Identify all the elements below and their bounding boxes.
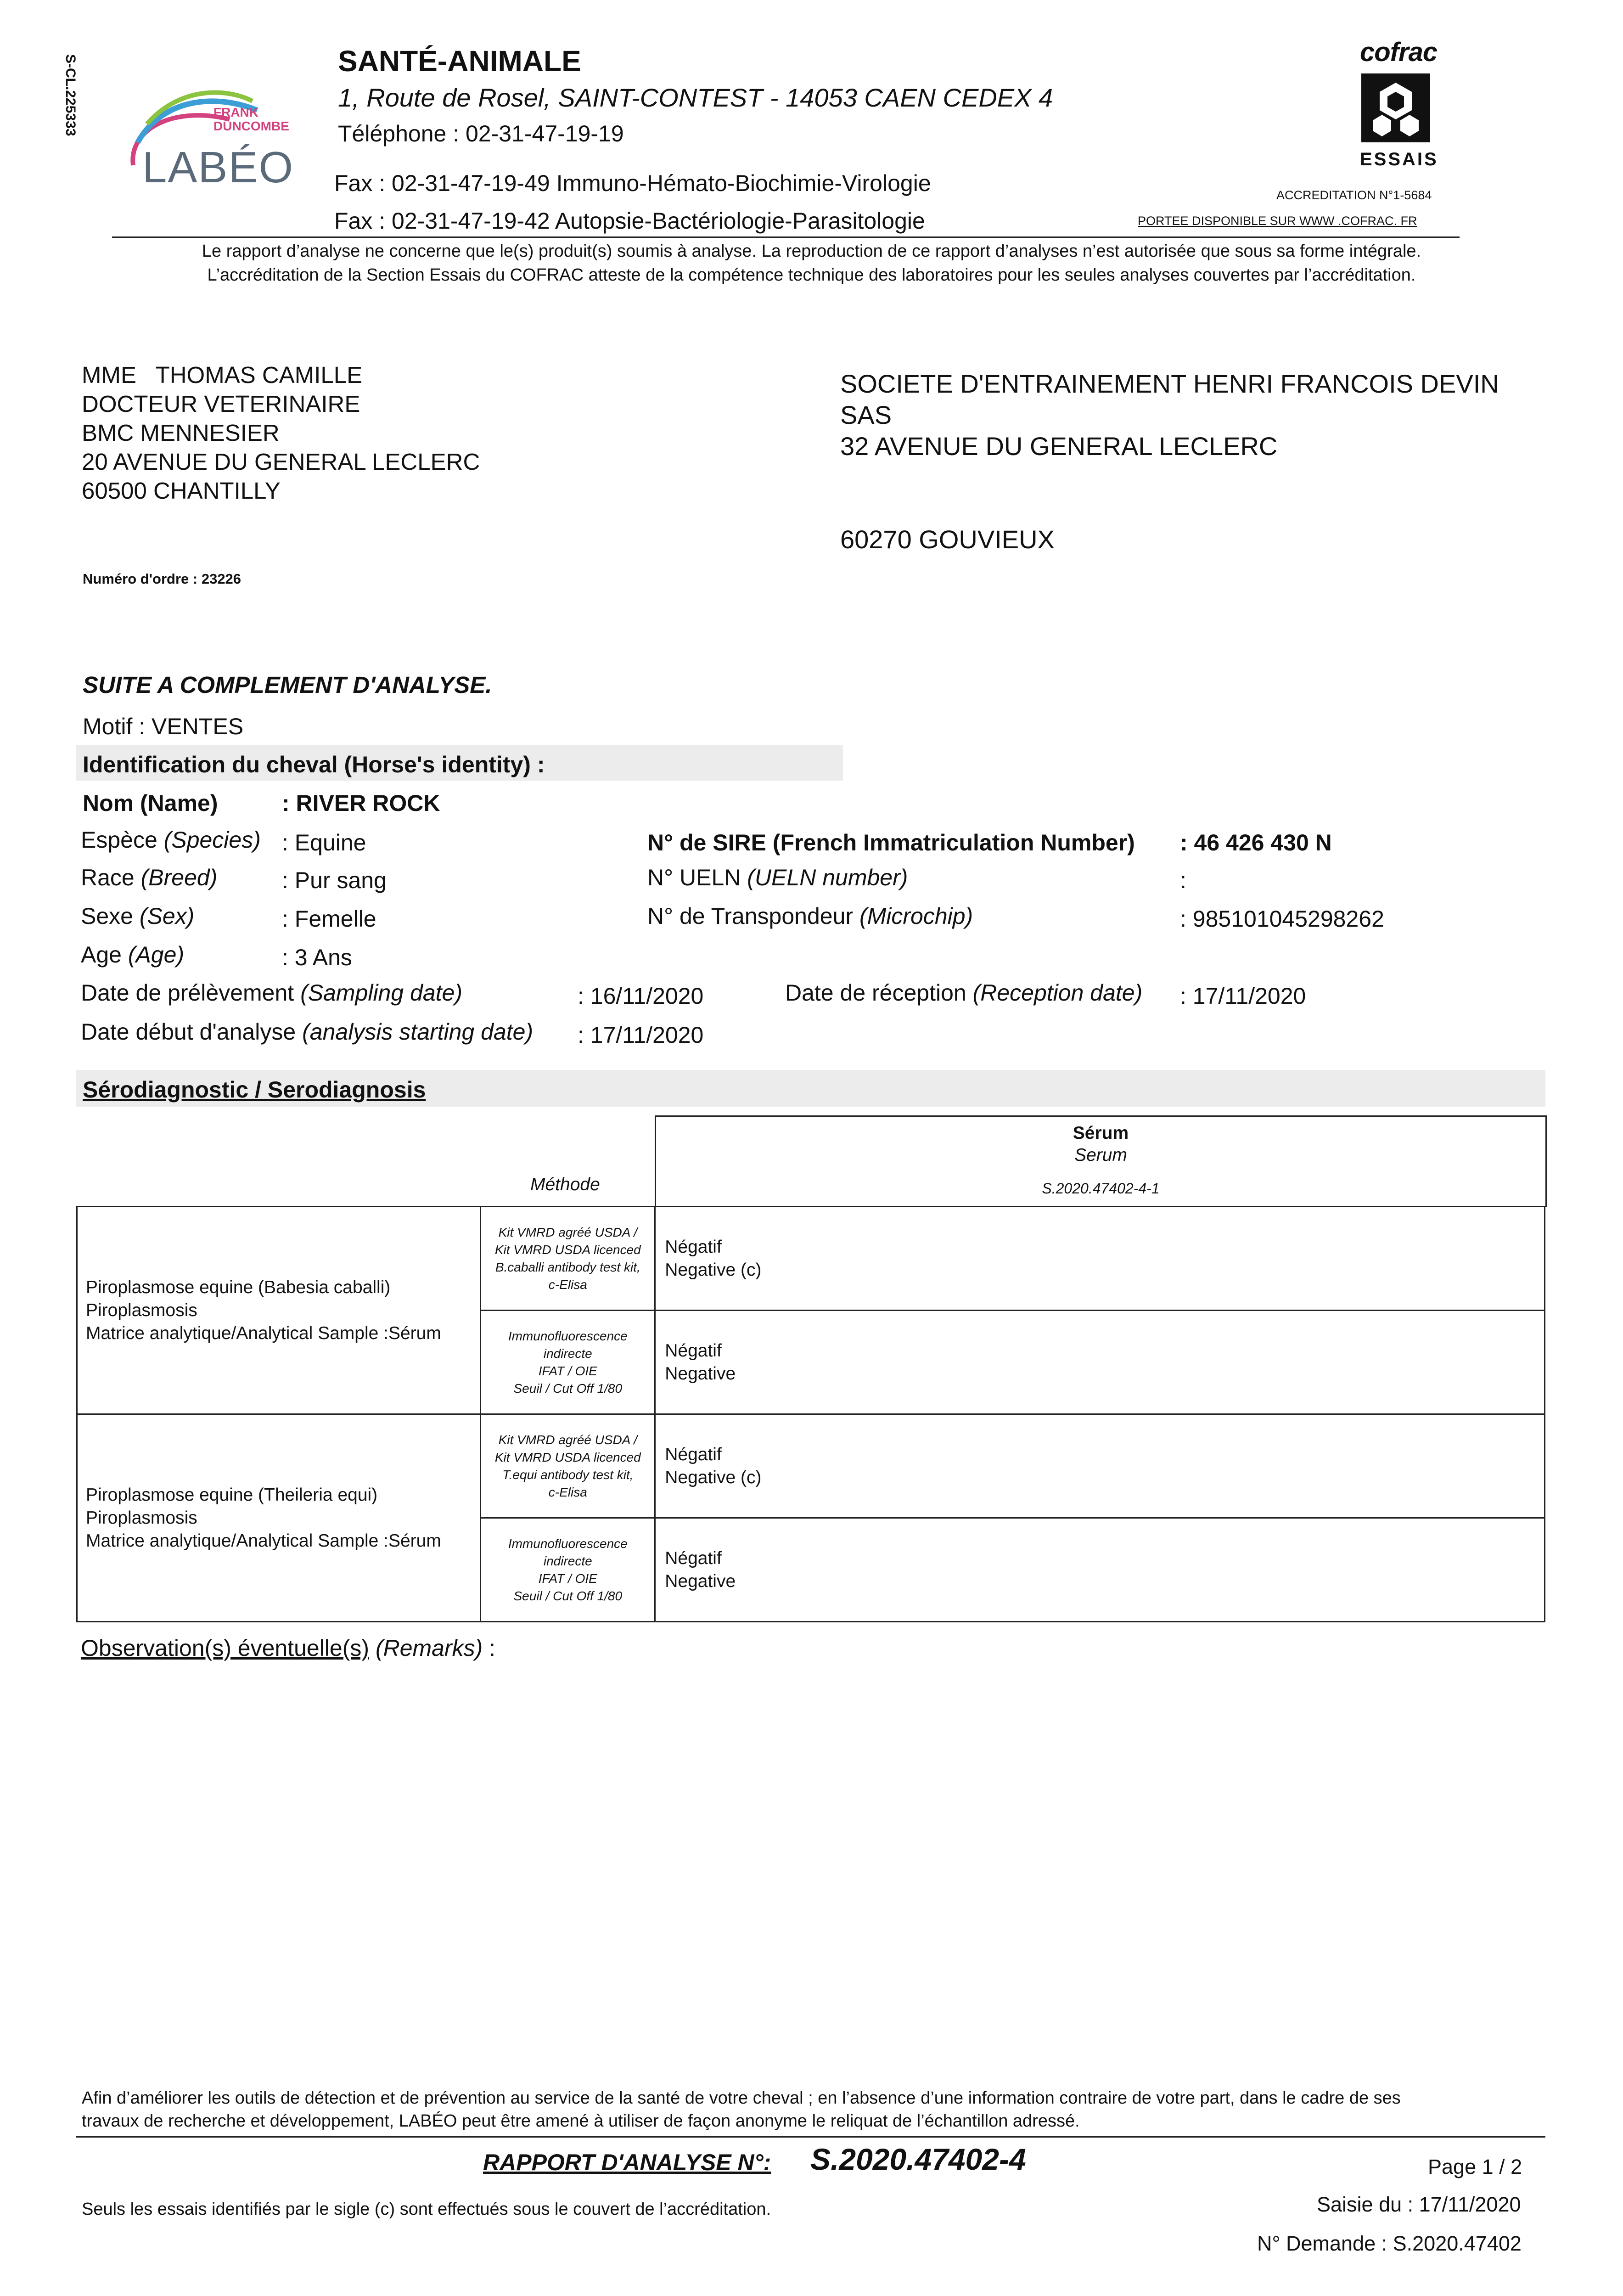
breed-value: : Pur sang: [282, 867, 387, 893]
footer-rule: [76, 2136, 1545, 2138]
footer-notice-1: Afin d’améliorer les outils de détection et de prévention au service de la santé de votre cheval ; en l’absence d’une information contraire de votre part, dans le cadre de ses: [82, 2088, 1401, 2108]
sampling-date-label: Date de prélèvement (Sampling date): [81, 980, 463, 1006]
sampling-date-value: : 16/11/2020: [578, 983, 704, 1009]
cofrac-logo: [1350, 37, 1442, 174]
species-label: Espèce (Species): [81, 827, 261, 853]
lab-fax-1: Fax : 02-31-47-19-49 Immuno-Hémato-Biochimie-Virologie: [334, 170, 931, 196]
labeo-logo: [119, 73, 321, 197]
logo-name-text: LABÉO: [142, 143, 294, 192]
sire-label: N° de SIRE (French Immatriculation Number): [647, 830, 1135, 855]
accreditation-number: ACCREDITATION N°1-5684: [1276, 188, 1432, 202]
cofrac-hexagon-icon: [1359, 71, 1432, 145]
report-number: S.2020.47402-4: [810, 2142, 1026, 2176]
breed-label: Race (Breed): [81, 865, 218, 890]
recipient-line: MME THOMAS CAMILLE: [82, 362, 363, 388]
remarks-label: Observation(s) éventuelle(s) (Remarks) :: [81, 1635, 496, 1661]
analysis-sub: Piroplasmosis: [86, 1300, 197, 1320]
species-value: : Equine: [282, 830, 366, 855]
sire-value: : 46 426 430 N: [1180, 830, 1332, 855]
serum-en: Serum: [1074, 1145, 1127, 1165]
result-cell: Négatif Negative (c): [655, 1207, 1545, 1311]
start-date-label: Date début d'analyse (analysis starting date): [81, 1019, 534, 1045]
owner-city: 60270 GOUVIEUX: [840, 525, 1055, 554]
saisie-date: Saisie du : 17/11/2020: [1317, 2193, 1521, 2216]
cofrac-logo-text: cofrac: [1360, 37, 1438, 67]
document-code-vertical: S-CL.225333: [63, 54, 78, 136]
disclaimer-line-2: L’accréditation de la Section Essais du COFRAC atteste de la compétence technique des laboratoires pour les seules analyses couvertes par l’accréditation.: [207, 265, 1416, 285]
results-table: [76, 1206, 1545, 1622]
recipient-address: [82, 360, 480, 505]
order-number: Numéro d'ordre : 23226: [83, 571, 241, 587]
report-label: RAPPORT D'ANALYSE N°:: [483, 2150, 771, 2175]
result-cell: Négatif Negative: [655, 1518, 1545, 1622]
analysis-name: Piroplasmose equine (Babesia caballi): [86, 1277, 391, 1297]
owner-line: 32 AVENUE DU GENERAL LECLERC: [840, 432, 1278, 461]
portee-link[interactable]: PORTEE DISPONIBLE SUR WWW .COFRAC. FR: [1138, 214, 1417, 228]
result-cell: Négatif Negative (c): [655, 1414, 1545, 1518]
age-value: : 3 Ans: [282, 945, 352, 970]
lab-phone: Téléphone : 02-31-47-19-19: [338, 121, 624, 146]
cofrac-essais-text: ESSAIS: [1360, 149, 1438, 169]
ueln-label: N° UELN (UELN number): [647, 865, 908, 890]
recipient-line: BMC MENNESIER: [82, 420, 280, 446]
motif: Motif : VENTES: [83, 714, 244, 739]
recipient-line: 20 AVENUE DU GENERAL LECLERC: [82, 449, 480, 475]
footer-notice-2: travaux de recherche et développement, LABÉO peut être amené à utiliser de façon anonyme le reliquat de l’échantillon adressé.: [82, 2111, 1080, 2131]
lab-address: 1, Route de Rosel, SAINT-CONTEST - 14053 CAEN CEDEX 4: [338, 83, 1053, 112]
age-label: Age (Age): [81, 942, 185, 968]
methode-header: Méthode: [530, 1175, 600, 1194]
method-cell: Immunofluorescence indirecte IFAT / OIE Seuil / Cut Off 1/80: [481, 1518, 655, 1622]
analysis-sub: Piroplasmosis: [86, 1508, 197, 1528]
serum-header: [655, 1115, 1547, 1207]
serum-fr: Sérum: [1073, 1123, 1129, 1143]
name-label: Nom (Name): [83, 790, 218, 816]
method-cell: Immunofluorescence indirecte IFAT / OIE Seuil / Cut Off 1/80: [481, 1311, 655, 1414]
demande-number: N° Demande : S.2020.47402: [1257, 2232, 1522, 2255]
method-cell: Kit VMRD agréé USDA / Kit VMRD USDA licenced T.equi antibody test kit, c-Elisa: [481, 1414, 655, 1518]
owner-line: SOCIETE D'ENTRAINEMENT HENRI FRANCOIS DEVIN: [840, 369, 1499, 398]
serodiag-heading: Sérodiagnostic / Serodiagnosis: [83, 1077, 426, 1103]
method-cell: Kit VMRD agréé USDA / Kit VMRD USDA licenced B.caballi antibody test kit, c-Elisa: [481, 1207, 655, 1311]
transponder-label: N° de Transpondeur (Microchip): [647, 903, 973, 929]
sex-label: Sexe (Sex): [81, 903, 195, 929]
table-row: [77, 1414, 1545, 1518]
recipient-line: DOCTEUR VETERINAIRE: [82, 391, 360, 417]
analysis-name: Piroplasmose equine (Theileria equi): [86, 1485, 378, 1505]
analysis-cell: [77, 1414, 481, 1622]
reception-date-label: Date de réception (Reception date): [785, 980, 1143, 1006]
owner-address: [840, 368, 1499, 462]
logo-brand-text: FRANK DUNCOMBE: [213, 105, 289, 133]
reception-date-value: : 17/11/2020: [1180, 983, 1306, 1009]
page-number: Page 1 / 2: [1428, 2155, 1522, 2178]
disclaimer-line-1: Le rapport d’analyse ne concerne que le(s) produit(s) soumis à analyse. La reproduction de ce rapport d’analyses n’est autorisée que sous sa forme intégrale.: [202, 242, 1421, 261]
analysis-matrix: Matrice analytique/Analytical Sample :Sérum: [86, 1531, 441, 1551]
name-value: : RIVER ROCK: [282, 790, 440, 816]
result-cell: Négatif Negative: [655, 1311, 1545, 1414]
identity-heading: Identification du cheval (Horse's identity) :: [83, 752, 545, 777]
sex-value: : Femelle: [282, 906, 376, 932]
complement-heading: SUITE A COMPLEMENT D'ANALYSE.: [83, 672, 492, 698]
analysis-matrix: Matrice analytique/Analytical Sample :Sérum: [86, 1323, 441, 1343]
owner-line: SAS: [840, 400, 892, 429]
lab-fax-2: Fax : 02-31-47-19-42 Autopsie-Bactériologie-Parasitologie: [334, 208, 925, 234]
accreditation-note: Seuls les essais identifiés par le sigle (c) sont effectués sous le couvert de l’accréditation.: [82, 2200, 771, 2219]
recipient-line: 60500 CHANTILLY: [82, 478, 281, 504]
table-row: [77, 1207, 1545, 1311]
start-date-value: : 17/11/2020: [578, 1022, 704, 1048]
sample-id: S.2020.47402-4-1: [1042, 1180, 1160, 1197]
transponder-value: : 985101045298262: [1180, 906, 1384, 932]
header-rule: [112, 236, 1460, 238]
lab-title: SANTÉ-ANIMALE: [338, 45, 581, 78]
ueln-value: :: [1180, 867, 1186, 893]
analysis-cell: [77, 1207, 481, 1414]
